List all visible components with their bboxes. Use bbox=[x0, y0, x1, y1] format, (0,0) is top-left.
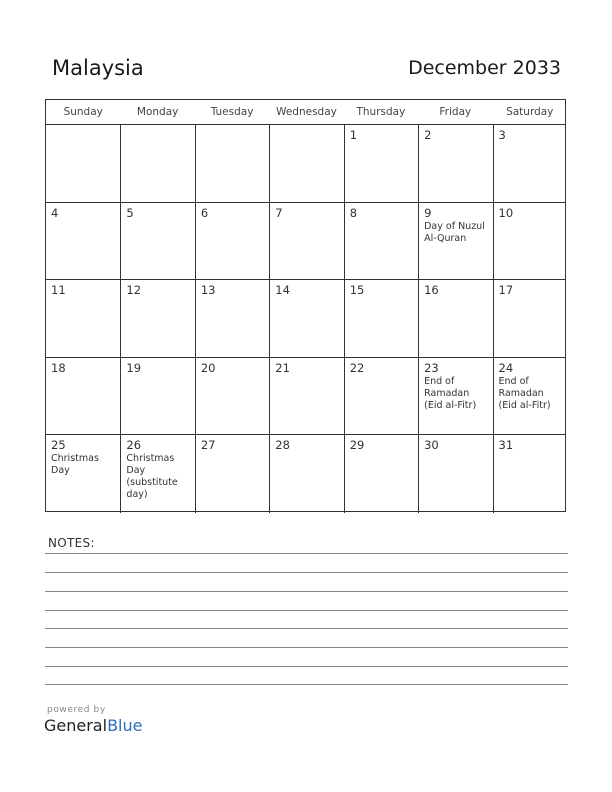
day-cell bbox=[493, 203, 567, 280]
day-cell bbox=[195, 203, 269, 280]
day-number: 22 bbox=[349, 360, 365, 375]
notes-line bbox=[45, 610, 568, 611]
day-cell bbox=[195, 358, 269, 435]
day-number: 24 bbox=[498, 360, 514, 375]
notes-line bbox=[45, 647, 568, 648]
day-cell bbox=[195, 280, 269, 357]
day-number: 30 bbox=[424, 438, 439, 453]
day-cell bbox=[120, 125, 194, 202]
day-cell bbox=[344, 280, 418, 357]
notes-line bbox=[45, 628, 568, 629]
day-number: 29 bbox=[349, 438, 365, 453]
day-cell bbox=[46, 280, 120, 357]
day-cell bbox=[120, 358, 194, 435]
week-row bbox=[46, 203, 565, 281]
day-number: 9 bbox=[424, 205, 432, 220]
day-number: 23 bbox=[424, 360, 439, 375]
notes-line bbox=[45, 591, 568, 592]
day-cell bbox=[493, 358, 567, 435]
day-cell bbox=[493, 280, 567, 357]
day-number: 3 bbox=[498, 128, 506, 142]
day-cell bbox=[120, 435, 194, 513]
holiday-label: Christmas Day (substitute day) bbox=[126, 453, 178, 501]
notes-line bbox=[45, 666, 568, 667]
holiday-label: Christmas Day bbox=[51, 453, 99, 477]
day-cell bbox=[344, 125, 418, 202]
day-cell bbox=[269, 125, 343, 202]
day-number: 26 bbox=[126, 438, 142, 453]
weekday-label: Wednesday bbox=[276, 106, 337, 118]
day-cell bbox=[46, 203, 120, 280]
week-row bbox=[46, 125, 565, 203]
day-number: 4 bbox=[51, 205, 59, 220]
day-cell bbox=[269, 358, 343, 435]
day-cell bbox=[195, 125, 269, 202]
day-cell bbox=[418, 435, 492, 513]
weekday-label: Friday bbox=[439, 106, 472, 118]
day-cell bbox=[269, 203, 343, 280]
day-cell bbox=[269, 280, 343, 357]
weekday-label: Monday bbox=[136, 106, 179, 118]
day-cell bbox=[46, 358, 120, 435]
logo-general: General bbox=[44, 716, 108, 735]
holiday-label: Day of Nuzul Al-Quran bbox=[424, 220, 485, 244]
day-number: 2 bbox=[424, 128, 432, 142]
day-number: 17 bbox=[498, 283, 514, 298]
day-number: 5 bbox=[126, 205, 134, 220]
day-number: 18 bbox=[51, 360, 66, 375]
holiday-label: End of Ramadan (Eid al-Fitr) bbox=[424, 375, 477, 411]
weekday-label: Saturday bbox=[506, 106, 554, 118]
day-cell bbox=[493, 125, 567, 202]
weekday-label: Sunday bbox=[63, 106, 103, 118]
generalblue-logo[interactable] bbox=[44, 716, 142, 735]
day-number: 10 bbox=[498, 205, 514, 220]
day-number: 31 bbox=[498, 438, 514, 453]
day-cell bbox=[269, 435, 343, 513]
day-cell bbox=[344, 203, 418, 280]
day-number: 27 bbox=[200, 438, 216, 453]
day-cell bbox=[418, 125, 492, 202]
day-cell bbox=[46, 435, 120, 513]
notes-line bbox=[45, 684, 568, 685]
day-number: 11 bbox=[51, 283, 66, 298]
day-number: 7 bbox=[275, 205, 283, 220]
day-number: 28 bbox=[275, 438, 290, 453]
day-number: 8 bbox=[349, 205, 358, 220]
day-cell bbox=[344, 358, 418, 435]
day-number: 15 bbox=[349, 283, 365, 298]
day-cell bbox=[418, 203, 492, 280]
powered-by-text: powered by bbox=[47, 705, 106, 715]
logo-blue: Blue bbox=[107, 716, 143, 735]
day-number: 13 bbox=[200, 283, 216, 298]
week-row bbox=[46, 280, 565, 358]
week-row bbox=[46, 358, 565, 436]
day-number: 19 bbox=[126, 360, 142, 375]
day-cell bbox=[493, 435, 567, 513]
notes-label: NOTES: bbox=[48, 536, 95, 550]
country-title: Malaysia bbox=[52, 56, 144, 80]
day-cell bbox=[344, 435, 418, 513]
calendar-grid bbox=[45, 99, 566, 512]
weekday-label: Tuesday bbox=[210, 106, 254, 118]
day-number: 6 bbox=[200, 205, 209, 220]
weekday-header bbox=[46, 100, 565, 125]
day-number: 20 bbox=[200, 360, 216, 375]
week-row bbox=[46, 435, 565, 513]
day-cell bbox=[418, 280, 492, 357]
day-cell bbox=[46, 125, 120, 202]
day-number: 14 bbox=[275, 283, 290, 298]
day-number: 16 bbox=[424, 283, 439, 298]
day-cell bbox=[120, 203, 194, 280]
day-cell bbox=[418, 358, 492, 435]
holiday-label: End of Ramadan (Eid al-Fitr) bbox=[498, 375, 551, 411]
day-number: 1 bbox=[349, 128, 358, 142]
day-number: 12 bbox=[126, 283, 142, 298]
month-title: December 2033 bbox=[408, 57, 561, 79]
day-cell bbox=[120, 280, 194, 357]
weekday-label: Thursday bbox=[356, 106, 406, 118]
day-number: 21 bbox=[275, 360, 290, 375]
day-cell bbox=[195, 435, 269, 513]
day-number: 25 bbox=[51, 438, 66, 453]
notes-line bbox=[45, 572, 568, 573]
notes-line bbox=[45, 553, 568, 554]
